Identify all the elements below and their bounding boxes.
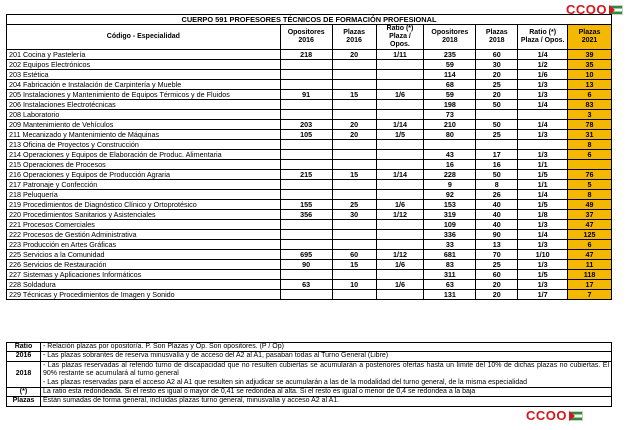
especialidad-cell: 229 Técnicas y Procedimientos de Imagen y Sonido <box>7 290 281 300</box>
value-cell: 8 <box>568 190 612 200</box>
value-cell <box>424 140 476 150</box>
value-cell <box>376 270 424 280</box>
plazas-table <box>6 14 612 300</box>
column-header: Ratio (*) Plaza / Opos. <box>376 25 424 50</box>
value-cell: 63 <box>424 280 476 290</box>
value-cell <box>280 270 332 280</box>
value-cell <box>518 140 568 150</box>
ccoo-logo-bottom <box>526 408 583 423</box>
value-cell <box>376 80 424 90</box>
value-cell <box>332 160 376 170</box>
legend-row <box>7 343 612 352</box>
value-cell: 9 <box>424 180 476 190</box>
value-cell: 60 <box>476 50 518 60</box>
value-cell: 155 <box>280 200 332 210</box>
value-cell: 1/3 <box>518 280 568 290</box>
value-cell: 26 <box>476 190 518 200</box>
value-cell: 83 <box>568 100 612 110</box>
table-header-row <box>7 25 612 50</box>
value-cell <box>476 140 518 150</box>
value-cell: 235 <box>424 50 476 60</box>
column-header: Opositores 2016 <box>280 25 332 50</box>
table-row <box>7 160 612 170</box>
value-cell <box>280 80 332 90</box>
value-cell: 15 <box>332 170 376 180</box>
value-cell: 7 <box>568 290 612 300</box>
especialidad-cell: 214 Operaciones y Equipos de Elaboración de Produc. Alimentaria <box>7 150 281 160</box>
value-cell: 1/8 <box>518 210 568 220</box>
value-cell: 3 <box>568 110 612 120</box>
value-cell: 1/6 <box>376 280 424 290</box>
value-cell: 25 <box>476 260 518 270</box>
especialidad-cell: 203 Estética <box>7 70 281 80</box>
value-cell <box>476 110 518 120</box>
value-cell: 203 <box>280 120 332 130</box>
table-row <box>7 180 612 190</box>
table-title-row <box>7 15 612 25</box>
value-cell: 59 <box>424 60 476 70</box>
value-cell: 218 <box>280 50 332 60</box>
especialidad-cell: 226 Servicios de Restauración <box>7 260 281 270</box>
value-cell: 15 <box>332 260 376 270</box>
value-cell: 1/10 <box>518 250 568 260</box>
value-cell: 356 <box>280 210 332 220</box>
table-row <box>7 80 612 90</box>
value-cell: 681 <box>424 250 476 260</box>
value-cell: 20 <box>476 70 518 80</box>
logo-text: CCOO <box>526 408 567 423</box>
value-cell <box>376 230 424 240</box>
value-cell <box>332 290 376 300</box>
especialidad-cell: 217 Patronaje y Confección <box>7 180 281 190</box>
especialidad-cell: 204 Fabricación e Instalación de Carpintería y Mueble <box>7 80 281 90</box>
flag-icon <box>609 5 623 15</box>
table-row <box>7 270 612 280</box>
value-cell: 47 <box>568 250 612 260</box>
value-cell: 1/4 <box>518 120 568 130</box>
value-cell: 1/6 <box>376 200 424 210</box>
value-cell: 40 <box>476 200 518 210</box>
value-cell <box>376 100 424 110</box>
value-cell: 1/3 <box>518 260 568 270</box>
table-row <box>7 230 612 240</box>
value-cell: 1/3 <box>518 90 568 100</box>
value-cell: 78 <box>568 120 612 130</box>
value-cell: 76 <box>568 170 612 180</box>
value-cell <box>376 220 424 230</box>
value-cell: 25 <box>332 200 376 210</box>
value-cell <box>376 290 424 300</box>
table-row <box>7 290 612 300</box>
value-cell: 40 <box>476 210 518 220</box>
value-cell: 13 <box>476 240 518 250</box>
value-cell <box>280 190 332 200</box>
table-row <box>7 150 612 160</box>
value-cell: 49 <box>568 200 612 210</box>
value-cell: 109 <box>424 220 476 230</box>
value-cell <box>332 220 376 230</box>
legend-row <box>7 388 612 397</box>
value-cell <box>332 180 376 190</box>
value-cell: 16 <box>424 160 476 170</box>
value-cell: 1/5 <box>518 270 568 280</box>
value-cell <box>332 60 376 70</box>
value-cell: 1/2 <box>518 60 568 70</box>
value-cell <box>332 270 376 280</box>
value-cell: 90 <box>280 260 332 270</box>
value-cell <box>280 180 332 190</box>
table-row <box>7 190 612 200</box>
value-cell <box>280 140 332 150</box>
value-cell: 1/3 <box>518 80 568 90</box>
legend-text <box>40 352 611 361</box>
value-cell: 1/14 <box>376 170 424 180</box>
value-cell <box>376 240 424 250</box>
table-row <box>7 280 612 290</box>
table-row <box>7 210 612 220</box>
value-cell <box>332 100 376 110</box>
value-cell: 6 <box>568 150 612 160</box>
value-cell <box>280 110 332 120</box>
value-cell <box>280 100 332 110</box>
value-cell: 30 <box>476 60 518 70</box>
value-cell <box>376 70 424 80</box>
value-cell: 50 <box>476 100 518 110</box>
value-cell: 16 <box>476 160 518 170</box>
value-cell <box>280 240 332 250</box>
value-cell: 153 <box>424 200 476 210</box>
legend-text <box>40 343 611 352</box>
value-cell: 215 <box>280 170 332 180</box>
table-row <box>7 200 612 210</box>
value-cell: 60 <box>332 250 376 260</box>
value-cell: 17 <box>476 150 518 160</box>
legend-row <box>7 352 612 361</box>
column-header: Plazas 2016 <box>332 25 376 50</box>
table-row <box>7 240 612 250</box>
legend-line: - Las plazas reservadas para el acceso A2 al A1 que resulten sin adjudicar se acumularán a las de la modalidad del turno general, de la misma especialidad <box>42 378 528 386</box>
value-cell <box>332 190 376 200</box>
table-row <box>7 60 612 70</box>
value-cell: 198 <box>424 100 476 110</box>
value-cell: 20 <box>332 130 376 140</box>
especialidad-cell: 216 Operaciones y Equipos de Producción Agraria <box>7 170 281 180</box>
legend-table <box>6 342 612 407</box>
value-cell: 60 <box>476 270 518 280</box>
legend-text <box>40 388 611 397</box>
flag-icon <box>569 411 583 421</box>
legend-key: (*) <box>7 388 41 397</box>
value-cell: 33 <box>424 240 476 250</box>
value-cell: 1/6 <box>376 260 424 270</box>
value-cell <box>332 230 376 240</box>
value-cell: 8 <box>568 140 612 150</box>
value-cell: 50 <box>476 120 518 130</box>
value-cell: 20 <box>476 290 518 300</box>
column-header: Plazas 2018 <box>476 25 518 50</box>
legend-key: 2018 <box>7 361 41 387</box>
value-cell: 73 <box>424 110 476 120</box>
value-cell: 20 <box>476 90 518 100</box>
legend-text <box>40 361 611 387</box>
value-cell: 20 <box>332 50 376 60</box>
value-cell <box>280 160 332 170</box>
value-cell: 1/12 <box>376 250 424 260</box>
especialidad-cell: 215 Operaciones de Procesos <box>7 160 281 170</box>
value-cell: 1/4 <box>518 50 568 60</box>
value-cell: 114 <box>424 70 476 80</box>
table-row <box>7 260 612 270</box>
table-row <box>7 50 612 60</box>
especialidad-cell: 209 Mantenimiento de Vehículos <box>7 120 281 130</box>
value-cell: 6 <box>568 240 612 250</box>
especialidad-cell: 221 Procesos Comerciales <box>7 220 281 230</box>
value-cell <box>280 60 332 70</box>
table-row <box>7 120 612 130</box>
legend-key: Ratio <box>7 343 41 352</box>
value-cell <box>280 70 332 80</box>
legend-line: La ratio esta redondeada. Si el resto es igual o mayor de 0,41 se redondea al alta. Si el resto es igual o menor de 0,4 se redondea a la baja <box>42 388 476 396</box>
value-cell: 35 <box>568 60 612 70</box>
column-header: Opositores 2018 <box>424 25 476 50</box>
value-cell: 1/6 <box>518 70 568 80</box>
value-cell: 125 <box>568 230 612 240</box>
value-cell: 70 <box>476 250 518 260</box>
value-cell: 1/4 <box>518 190 568 200</box>
value-cell: 68 <box>424 80 476 90</box>
logo-text: CCOO <box>566 2 607 17</box>
value-cell <box>376 160 424 170</box>
value-cell: 1/3 <box>518 220 568 230</box>
value-cell <box>332 70 376 80</box>
value-cell: 1/5 <box>518 170 568 180</box>
especialidad-cell: 218 Peluquería <box>7 190 281 200</box>
table-row <box>7 70 612 80</box>
value-cell <box>332 140 376 150</box>
value-cell: 39 <box>568 50 612 60</box>
value-cell: 80 <box>424 130 476 140</box>
especialidad-cell: 205 Instalaciones y Mantenimiento de Equipos Térmicos y de Fluidos <box>7 90 281 100</box>
legend-row <box>7 397 612 406</box>
value-cell: 47 <box>568 220 612 230</box>
legend-line: - Las plazas sobrantes de reserva minusvalía y de acceso del A2 al A1, pasaban todas al Turno General (Libre) <box>42 352 389 360</box>
table-row <box>7 90 612 100</box>
table-row <box>7 170 612 180</box>
value-cell: 8 <box>476 180 518 190</box>
especialidad-cell: 222 Procesos de Gestión Administrativa <box>7 230 281 240</box>
table-row <box>7 100 612 110</box>
value-cell <box>376 110 424 120</box>
legend-key: 2016 <box>7 352 41 361</box>
especialidad-cell: 220 Procedimientos Sanitarios y Asistenciales <box>7 210 281 220</box>
especialidad-cell: 206 Instalaciones Electrotécnicas <box>7 100 281 110</box>
legend-line: - Las plazas reservadas al referido turno de discapacidad que no resulten cubiertas se acumularán a posteriores ofertas hasta un límite del 10% de dichas plazas no cubiertas. El 90% restante se acumulará al turno general <box>42 361 609 378</box>
value-cell: 11 <box>568 260 612 270</box>
value-cell <box>280 150 332 160</box>
value-cell: 43 <box>424 150 476 160</box>
value-cell <box>518 110 568 120</box>
legend-key: Plazas <box>7 397 41 406</box>
especialidad-cell: 219 Procedimientos de Diagnóstico Clínico y Ortoprotésico <box>7 200 281 210</box>
value-cell: 20 <box>476 280 518 290</box>
value-cell: 1/7 <box>518 290 568 300</box>
value-cell <box>376 190 424 200</box>
especialidad-cell: 227 Sistemas y Aplicaciones Informáticos <box>7 270 281 280</box>
value-cell: 10 <box>332 280 376 290</box>
value-cell: 311 <box>424 270 476 280</box>
legend-text <box>40 397 611 406</box>
legend-line: Están sumadas de forma general, incluidas plazas turno general, minusvalía y acceso A2 al A1. <box>42 397 340 405</box>
especialidad-cell: 213 Oficina de Proyectos y Construcción <box>7 140 281 150</box>
value-cell: 1/12 <box>376 210 424 220</box>
value-cell: 92 <box>424 190 476 200</box>
especialidad-cell: 211 Mecanizado y Mantenimiento de Máquinas <box>7 130 281 140</box>
table-row <box>7 110 612 120</box>
value-cell: 20 <box>332 120 376 130</box>
table-row <box>7 140 612 150</box>
value-cell: 118 <box>568 270 612 280</box>
value-cell: 1/11 <box>376 50 424 60</box>
column-header: Plazas 2021 <box>568 25 612 50</box>
value-cell <box>376 180 424 190</box>
table-row <box>7 130 612 140</box>
value-cell: 25 <box>476 80 518 90</box>
value-cell: 63 <box>280 280 332 290</box>
value-cell: 13 <box>568 80 612 90</box>
value-cell: 5 <box>568 180 612 190</box>
value-cell: 1/6 <box>376 90 424 100</box>
value-cell: 1/5 <box>518 200 568 210</box>
value-cell: 25 <box>476 130 518 140</box>
value-cell: 1/14 <box>376 120 424 130</box>
value-cell <box>280 220 332 230</box>
value-cell: 105 <box>280 130 332 140</box>
value-cell: 83 <box>424 260 476 270</box>
value-cell: 1/4 <box>518 100 568 110</box>
value-cell: 319 <box>424 210 476 220</box>
value-cell: 37 <box>568 210 612 220</box>
value-cell: 15 <box>332 90 376 100</box>
legend-line: - Relación plazas por opositor/a. P. Son Plazas y Op. Son opositores. (P / Op) <box>42 343 284 350</box>
value-cell: 31 <box>568 130 612 140</box>
value-cell: 336 <box>424 230 476 240</box>
especialidad-cell: 228 Soldadura <box>7 280 281 290</box>
value-cell: 1/3 <box>518 150 568 160</box>
especialidad-cell: 202 Equipos Electrónicos <box>7 60 281 70</box>
value-cell: 6 <box>568 90 612 100</box>
value-cell: 1/1 <box>518 180 568 190</box>
especialidad-cell: 208 Laboratorio <box>7 110 281 120</box>
table-row <box>7 220 612 230</box>
value-cell <box>332 110 376 120</box>
value-cell <box>332 240 376 250</box>
value-cell: 1/5 <box>376 130 424 140</box>
value-cell: 90 <box>476 230 518 240</box>
value-cell <box>280 290 332 300</box>
table-title: CUERPO 591 PROFESORES TÉCNICOS DE FORMACIÓN PROFESIONAL <box>7 15 612 25</box>
especialidad-cell: 201 Cocina y Pastelería <box>7 50 281 60</box>
value-cell <box>280 230 332 240</box>
value-cell: 30 <box>332 210 376 220</box>
value-cell: 1/3 <box>518 130 568 140</box>
value-cell: 10 <box>568 70 612 80</box>
value-cell: 1/4 <box>518 230 568 240</box>
value-cell <box>332 80 376 90</box>
legend-row <box>7 361 612 387</box>
especialidad-cell: 223 Producción en Artes Gráficas <box>7 240 281 250</box>
value-cell: 1/1 <box>518 160 568 170</box>
value-cell: 59 <box>424 90 476 100</box>
table-row <box>7 250 612 260</box>
value-cell <box>568 160 612 170</box>
column-header: Ratio (*) Plaza / Opos. <box>518 25 568 50</box>
value-cell: 17 <box>568 280 612 290</box>
value-cell: 695 <box>280 250 332 260</box>
especialidad-cell: 225 Servicios a la Comunidad <box>7 250 281 260</box>
value-cell <box>376 150 424 160</box>
value-cell <box>376 140 424 150</box>
value-cell <box>376 60 424 70</box>
value-cell: 40 <box>476 220 518 230</box>
value-cell: 1/3 <box>518 240 568 250</box>
value-cell <box>332 150 376 160</box>
value-cell: 131 <box>424 290 476 300</box>
value-cell: 210 <box>424 120 476 130</box>
value-cell: 91 <box>280 90 332 100</box>
column-header: Código - Especialidad <box>7 25 281 50</box>
value-cell: 228 <box>424 170 476 180</box>
value-cell: 50 <box>476 170 518 180</box>
